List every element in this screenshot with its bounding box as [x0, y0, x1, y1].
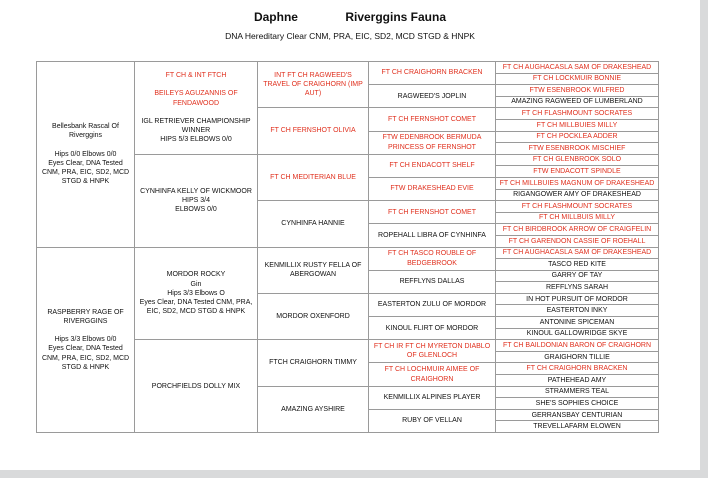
granddam-cell	[135, 154, 258, 247]
grandsire-cell	[135, 247, 258, 340]
grandsire-note: Hips 3/3 Elbows O	[167, 289, 225, 297]
granddam-name: CYNHINFA KELLY OF WICKMOOR	[140, 187, 252, 195]
gen3-cell: AMAZING AYSHIRE	[258, 386, 369, 432]
dam-note: Eyes Clear, DNA Tested CNM, PRA, EIC, SD2, MCD STGD & HNPK	[41, 345, 130, 371]
gen5-cell: KINOUL GALLOWRIDGE SKYE	[496, 328, 659, 340]
gen5-cell: GERRANSBAY CENTURIAN	[496, 409, 659, 421]
gen5-cell: PATHEHEAD AMY	[496, 375, 659, 387]
grandsire-note: HIPS 5/3 ELBOWS 0/0	[160, 136, 232, 144]
gen5-cell: FT CH AUGHACASLA SAM OF DRAKESHEAD	[496, 247, 659, 259]
page-title	[0, 10, 700, 24]
gen4-cell: RAGWEED'S JOPLIN	[369, 85, 496, 108]
gen5-cell: FT CH CRAIGHORN BRACKEN	[496, 363, 659, 375]
gen4-cell: FT CH IR FT CH MYRETON DIABLO OF GLENLOCH	[369, 340, 496, 363]
gen5-cell: SHE'S SOPHIES CHOICE	[496, 398, 659, 410]
dog-name: Daphne	[253, 10, 298, 24]
gen5-cell: GARRY OF TAY	[496, 270, 659, 282]
gen5-cell: EASTERTON INKY	[496, 305, 659, 317]
gen4-cell: EASTERTON ZULU OF MORDOR	[369, 293, 496, 316]
granddam-note: ELBOWS 0/0	[175, 206, 217, 214]
grandsire-note: IGL RETRIEVER CHAMPIONSHIP WINNER	[141, 118, 251, 135]
gen5-cell: TREVELLAFARM ELOWEN	[496, 421, 659, 433]
gen4-cell: FTW EDENBROOK BERMUDA PRINCESS OF FERNSHOT	[369, 131, 496, 154]
gen5-cell: FT CH GLENBROOK SOLO	[496, 154, 659, 166]
kennel-name: Riverggins Fauna	[345, 10, 447, 24]
gen5-cell: GRAIGHORN TILLIE	[496, 351, 659, 363]
gen5-cell: RIGANGOWER AMY OF DRAKESHEAD	[496, 189, 659, 201]
grandsire-cell	[135, 62, 258, 155]
gen4-cell: FT CH FERNSHOT COMET	[369, 201, 496, 224]
gen5-cell: FT CH BAILDONIAN BARON OF CRAIGHORN	[496, 340, 659, 352]
dam-note: Hips 3/3 Elbows 0/0	[54, 336, 117, 344]
gen5-cell: FT CH GARENDON CASSIE OF ROEHALL	[496, 235, 659, 247]
gen5-cell: FT CH MILLBUIES MILLY	[496, 119, 659, 131]
gen5-cell: TASCO RED KITE	[496, 259, 659, 271]
gen3-cell: CYNHINFA HANNIE	[258, 201, 369, 247]
gen5-cell: REFFLYNS SARAH	[496, 282, 659, 294]
gen3-cell: FT CH FERNSHOT OLIVIA	[258, 108, 369, 154]
grandsire-name: BEILEYS AGUZANNIS OF FENDAWOOD	[154, 90, 238, 107]
gen5-cell: FTW ESENBROOK MISCHIEF	[496, 143, 659, 155]
gen3-cell: KENMILLIX RUSTY FELLA OF ABERGOWAN	[258, 247, 369, 293]
gen5-cell: FT CH MILLBUIES MAGNUM OF DRAKESHEAD	[496, 177, 659, 189]
grandsire-name: MORDOR ROCKY	[166, 271, 226, 279]
gen5-cell: AMAZING RAGWEED OF LUMBERLAND	[496, 96, 659, 108]
gen4-cell: RUBY OF VELLAN	[369, 409, 496, 432]
gen5-cell: ANTONINE SPICEMAN	[496, 317, 659, 329]
sire-note: Eyes Clear, DNA Tested CNM, PRA, EIC, SD2, MCD STGD & HNPK	[41, 159, 130, 186]
gen5-cell: IN HOT PURSUIT OF MORDOR	[496, 293, 659, 305]
gen5-cell: FTW ESENBROOK WILFRED	[496, 85, 659, 97]
gen3-cell: MORDOR OXENFORD	[258, 293, 369, 339]
gen5-cell: FT CH BIRDBROOK ARROW OF CRAIGFELIN	[496, 224, 659, 236]
gen5-cell: FTW ENDACOTT SPINDLE	[496, 166, 659, 178]
gen4-cell: FT CH TASCO ROUBLE OF BEDGEBROOK	[369, 247, 496, 270]
gen5-cell: FT CH AUGHACASLA SAM OF DRAKESHEAD	[496, 62, 659, 74]
gen4-cell: REFFLYNS DALLAS	[369, 270, 496, 293]
dam-cell	[37, 247, 135, 433]
grandsire-title: FT CH & INT FTCH	[165, 72, 227, 80]
dam-name: RASPBERRY RAGE OF RIVERGGINS	[47, 308, 124, 325]
gen5-cell: FT CH POCKLEA ADDER	[496, 131, 659, 143]
sire-name: Bellesbank Rascal Of Riverggins	[52, 123, 119, 140]
gen4-cell: KINOUL FLIRT OF MORDOR	[369, 317, 496, 340]
grandsire-note: Gin	[190, 280, 202, 288]
gen5-cell: FT CH FLASHMOUNT SOCRATES	[496, 108, 659, 120]
sire-note: Hips 0/0 Elbows 0/0	[54, 150, 117, 158]
gen3-cell: INT FT CH RAGWEED'S TRAVEL OF CRAIGHORN (IMP AUT)	[258, 62, 369, 108]
granddam-cell: PORCHFIELDS DOLLY MIX	[135, 340, 258, 433]
grandsire-note: Eyes Clear, DNA Tested CNM, PRA, EIC, SD2, MCD STGD & HNPK	[139, 298, 253, 316]
dna-subtitle: DNA Hereditary Clear CNM, PRA, EIC, SD2, MCD STGD & HNPK	[225, 31, 475, 41]
pedigree-table	[36, 61, 659, 433]
gen5-cell: STRAMMERS TEAL	[496, 386, 659, 398]
sire-cell	[37, 62, 135, 248]
gen5-cell: FT CH FLASHMOUNT SOCRATES	[496, 201, 659, 213]
gen4-cell: FT CH FERNSHOT COMET	[369, 108, 496, 131]
gen3-cell: FTCH CRAIGHORN TIMMY	[258, 340, 369, 386]
gen4-cell: FTW DRAKESHEAD EVIE	[369, 177, 496, 200]
gen4-cell: KENMILLIX ALPINES PLAYER	[369, 386, 496, 409]
gen4-cell: FT CH LOCHMUIR AIMEE OF CRAIGHORN	[369, 363, 496, 386]
gen4-cell: ROPEHALL LIBRA OF CYNHINFA	[369, 224, 496, 247]
gen4-cell: FT CH ENDACOTT SHELF	[369, 154, 496, 177]
gen4-cell: FT CH CRAIGHORN BRACKEN	[369, 62, 496, 85]
gen5-cell: FT CH LOCKMUIR BONNIE	[496, 73, 659, 85]
gen3-cell: FT CH MEDITERIAN BLUE	[258, 154, 369, 200]
gen5-cell: FT CH MILLBUIS MILLY	[496, 212, 659, 224]
granddam-note: HIPS 3/4	[181, 197, 210, 205]
